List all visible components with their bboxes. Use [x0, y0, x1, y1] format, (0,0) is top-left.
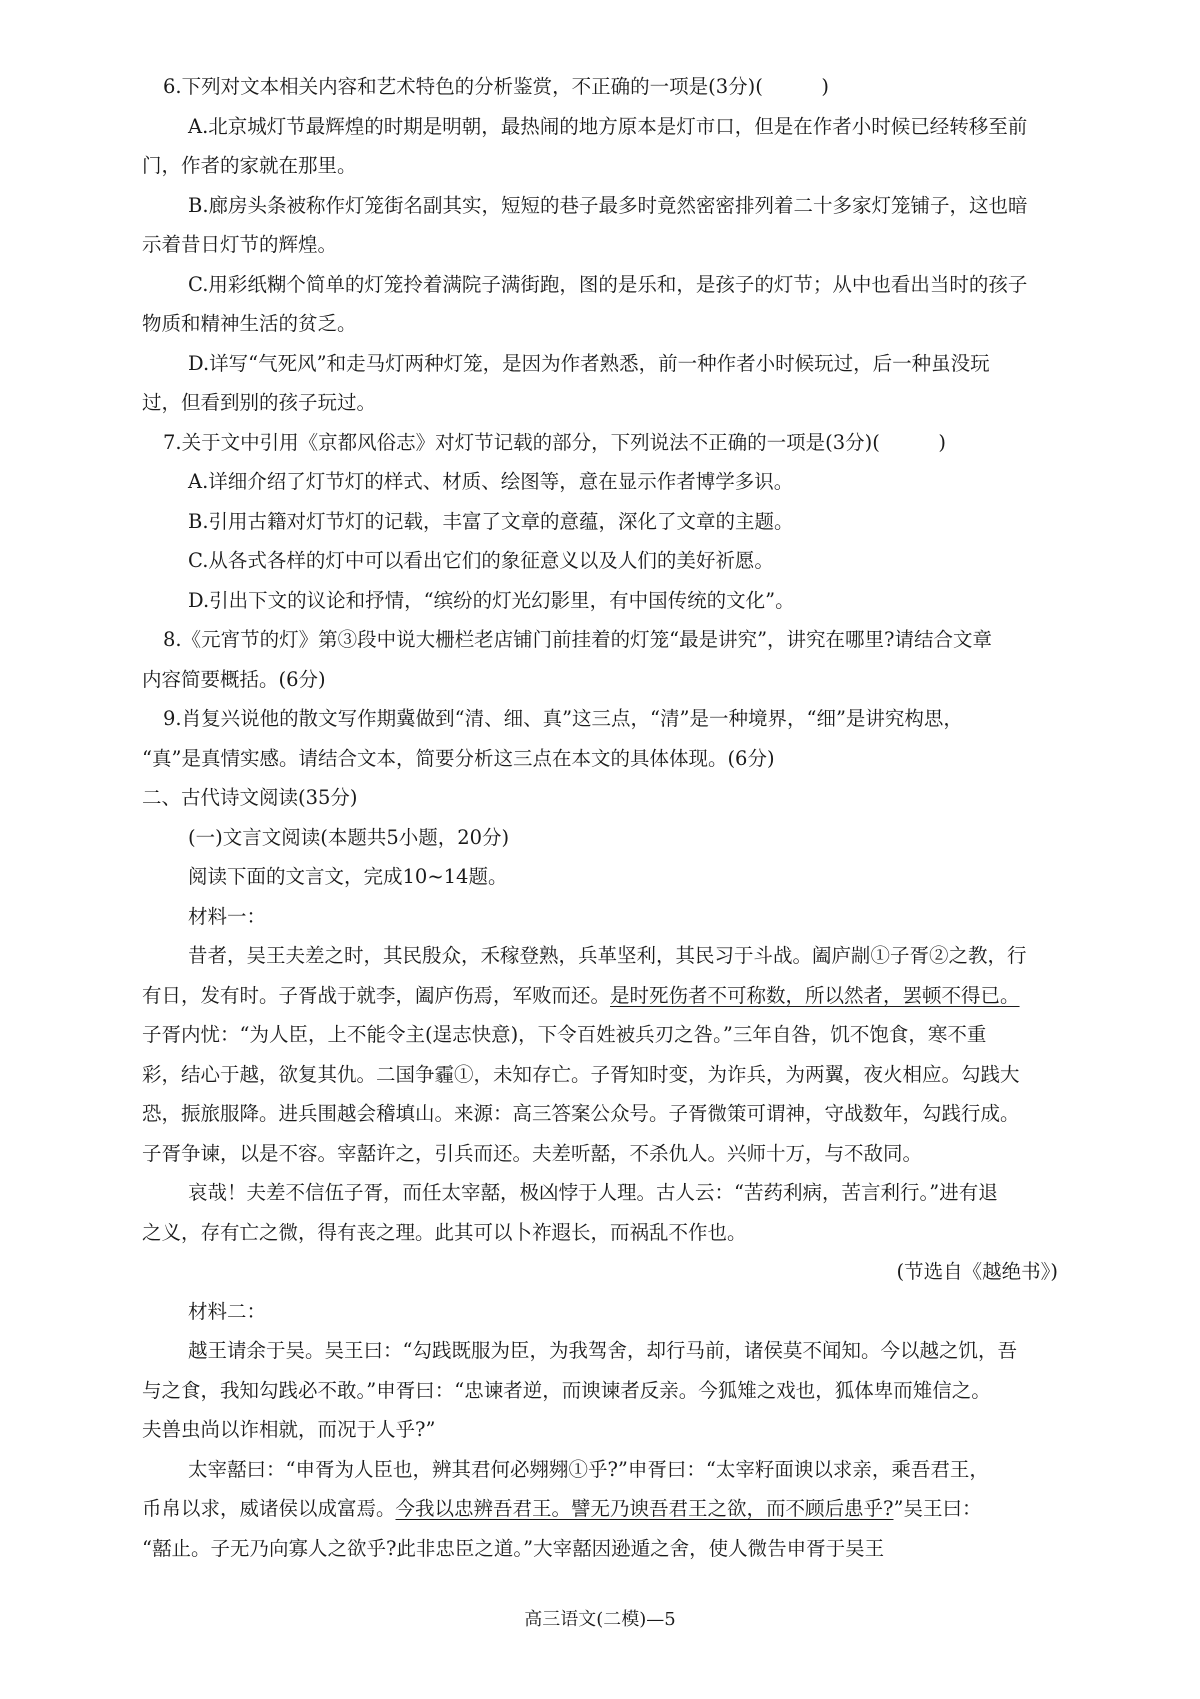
question-6-option-a-cont: 门，作者的家就在那里。	[142, 154, 357, 177]
question-9-cont: “真”是真情实感。请结合文本，简要分析这三点在本文的具体体现。(6分)	[142, 747, 775, 770]
material-2-text-segment: 币帛以求，威诸侯以成富焉。	[142, 1497, 396, 1520]
question-6-option-a: A.北京城灯节最辉煌的时期是明朝，最热闹的地方原本是灯市口，但是在作者小时候已经转移至前	[188, 115, 1028, 138]
question-7-option-a: A.详细介绍了灯节灯的样式、材质、绘图等，意在显示作者博学多识。	[188, 470, 794, 493]
material-2-text-segment: ”吴王曰：	[893, 1497, 982, 1520]
question-6-stem: 6.下列对文本相关内容和艺术特色的分析鉴赏，不正确的一项是(3分)( )	[163, 75, 829, 98]
material-2-text: 夫兽虫尚以诈相就，而况于人乎?”	[142, 1418, 436, 1441]
question-6-option-d: D.详写“气死风”和走马灯两种灯笼，是因为作者熟悉，前一种作者小时候玩过，后一种虽没玩	[188, 352, 990, 375]
material-1-text: 恐，振旅服降。进兵围越会稽填山。来源：高三答案公众号。子胥微策可谓神，守战数年，勾践行成。	[142, 1102, 1020, 1125]
question-8: 8.《元宵节的灯》第③段中说大栅栏老店铺门前挂着的灯笼“最是讲究”，讲究在哪里?请结合文章	[163, 628, 992, 651]
material-1-label: 材料一：	[188, 905, 267, 928]
material-1-text: 之义，存有亡之微，得有丧之理。此其可以卜祚遐长，而祸乱不作也。	[142, 1221, 747, 1244]
material-2-text: “嚭止。子无乃向寡人之欲乎?此非忠臣之道。”大宰嚭因逊遁之舍，使人微告申胥于吴王	[142, 1537, 885, 1560]
question-7-option-d: D.引出下文的议论和抒情，“缤纷的灯光幻影里，有中国传统的文化”。	[188, 589, 795, 612]
material-1-text: 昔者，吴王夫差之时，其民殷众，禾稼登熟，兵革坚利，其民习于斗战。阖庐剬①子胥②之教，行	[188, 944, 1027, 967]
material-2-label: 材料二：	[188, 1300, 267, 1323]
section-heading: 二、古代诗文阅读(35分)	[142, 786, 358, 809]
question-7-stem: 7.关于文中引用《京都风俗志》对灯节记载的部分，下列说法不正确的一项是(3分)( )	[163, 431, 946, 454]
material-1-source: (节选自《越绝书》)	[896, 1260, 1058, 1283]
question-7-option-b: B.引用古籍对灯节灯的记载，丰富了文章的意蕴，深化了文章的主题。	[188, 510, 794, 533]
material-2-text: 与之食，我知勾践必不敢。”申胥曰：“忠谏者逆，而谀谏者反亲。今狐雉之戏也，狐体卑而雉信之。	[142, 1379, 991, 1402]
subsection-heading: (一)文言文阅读(本题共5小题，20分)	[188, 826, 510, 849]
page-footer: 高三语文(二模)—5	[524, 1609, 676, 1630]
material-1-text: 子胥争谏，以是不容。宰嚭许之，引兵而还。夫差听嚭，不杀仇人。兴师十万，与不敌同。	[142, 1142, 923, 1165]
reading-instruction: 阅读下面的文言文，完成10~14题。	[188, 865, 508, 888]
question-6-option-c-cont: 物质和精神生活的贫乏。	[142, 312, 357, 335]
question-9: 9.肖复兴说他的散文写作期冀做到“清、细、真”这三点，“清”是一种境界，“细”是讲究构思，	[163, 707, 963, 730]
question-7-option-c: C.从各式各样的灯中可以看出它们的象征意义以及人们的美好祈愿。	[188, 549, 774, 572]
question-6-option-c: C.用彩纸糊个简单的灯笼拎着满院子满街跑，图的是乐和，是孩子的灯节；从中也看出当时的孩子	[188, 273, 1028, 296]
underlined-sentence: 是时死伤者不可称数，所以然者，罢顿不得已。	[610, 984, 1020, 1007]
material-1-text	[142, 983, 1020, 1009]
material-1-text: 子胥内忧：“为人臣，上不能令主(逞志快意)，下令百姓被兵刃之咎。”三年自咎，饥不饱食，寒不重	[142, 1023, 987, 1046]
question-6-option-d-cont: 过，但看到别的孩子玩过。	[142, 391, 377, 414]
underlined-sentence: 今我以忠辨吾君王。譬无乃谀吾君王之欲，而不顾后患乎?	[395, 1497, 894, 1520]
material-1-text-segment: 有日，发有时。子胥战于就李，阖庐伤焉，军败而还。	[142, 984, 611, 1007]
material-2-text: 太宰嚭曰：“申胥为人臣也，辨其君何必翙翙①乎?”申胥曰：“太宰籽面谀以求亲，乘吾君王，	[188, 1458, 989, 1481]
material-1-text: 哀哉！夫差不信伍子胥，而任太宰嚭，极凶悖于人理。古人云：“苦药利病，苦言利行。”进有退	[188, 1181, 998, 1204]
question-6-option-b: B.廊房头条被称作灯笼街名副其实，短短的巷子最多时竟然密密排列着二十多家灯笼铺子，这也暗	[188, 194, 1028, 217]
material-2-text	[142, 1496, 981, 1522]
material-2-text: 越王请余于吴。吴王曰：“勾践既服为臣，为我驾舍，却行马前，诸侯莫不闻知。今以越之饥，吾	[188, 1339, 1017, 1362]
material-1-text: 彩，结心于越，欲复其仇。二国争霾①，未知存亡。子胥知时变，为诈兵，为两翼，夜火相应。勾践大	[142, 1063, 1020, 1086]
question-6-option-b-cont: 示着昔日灯节的辉煌。	[142, 233, 338, 256]
question-8-cont: 内容简要概括。(6分)	[142, 668, 326, 691]
